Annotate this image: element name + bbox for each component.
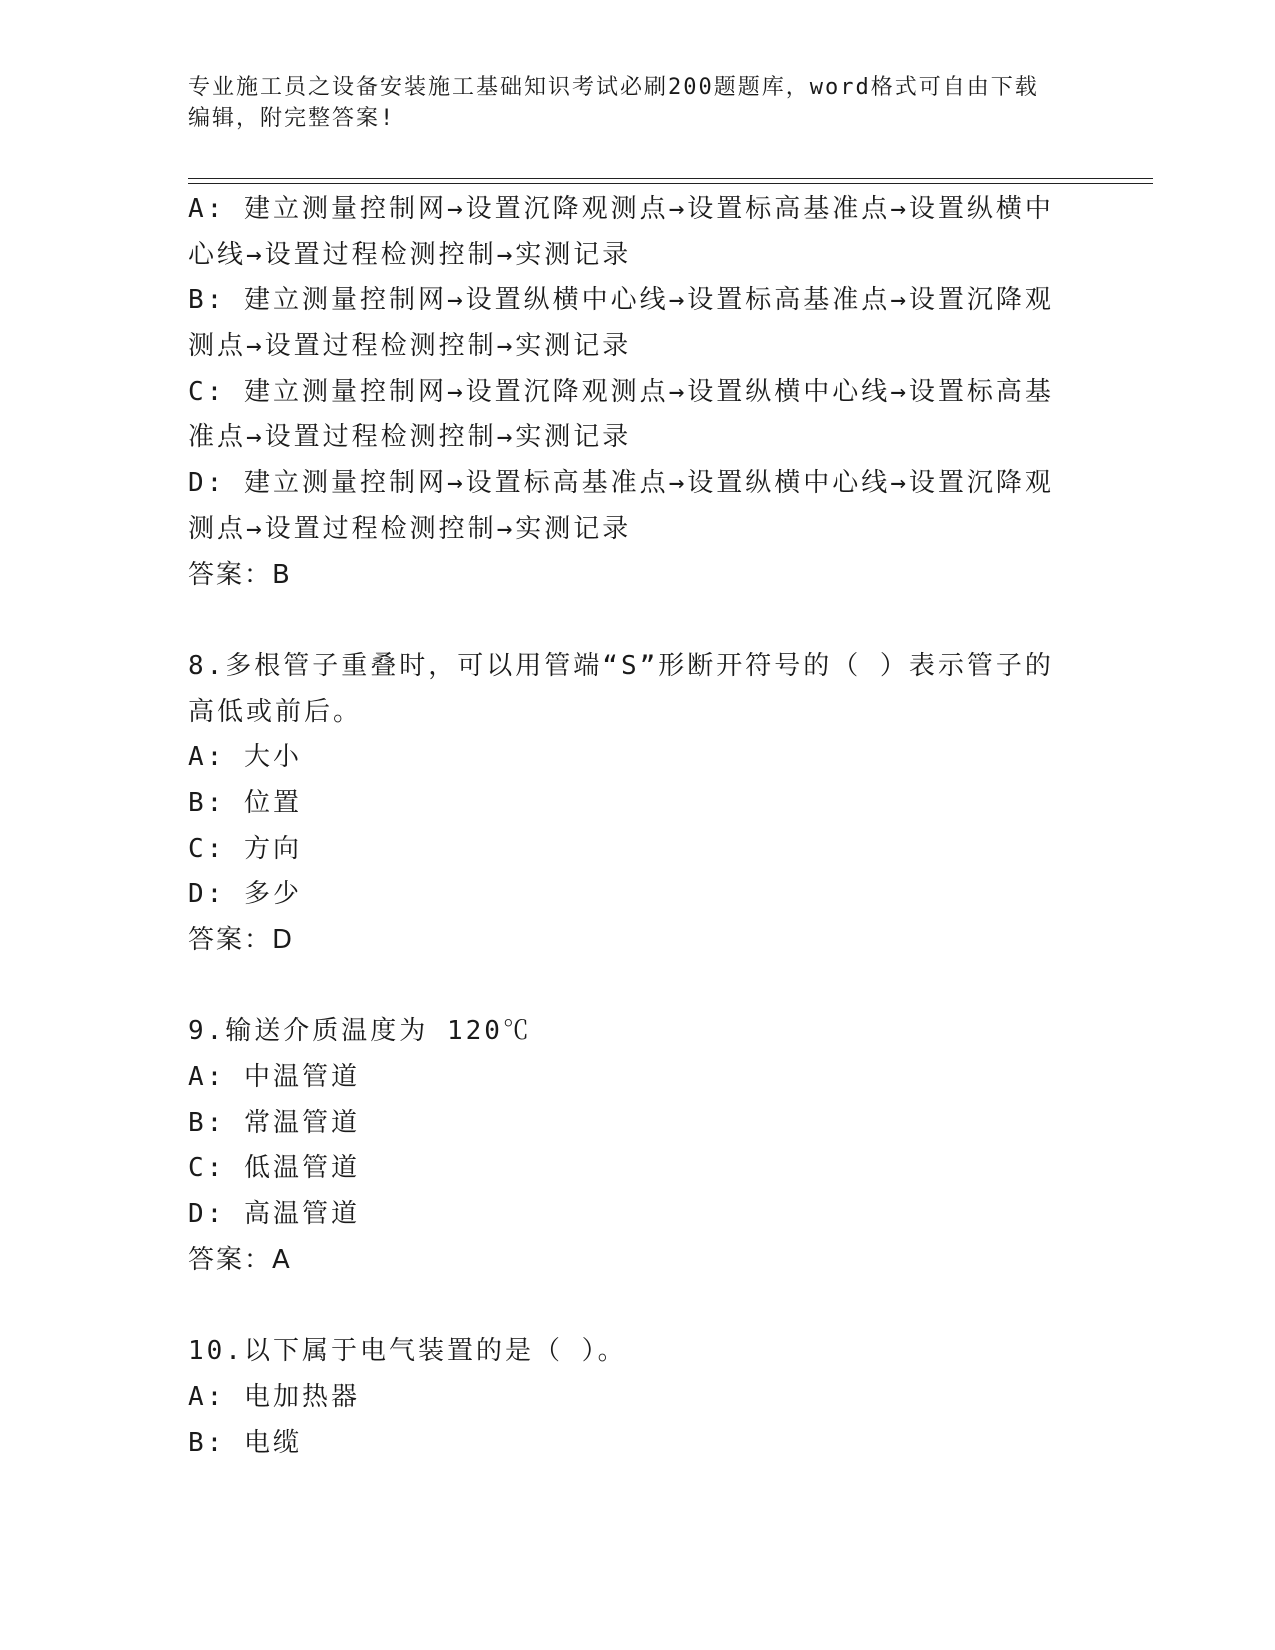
q9-option-a: A: 中温管道 xyxy=(188,1062,360,1093)
q7-option-c-line1: C: 建立测量控制网→设置沉降观测点→设置纵横中心线→设置标高基 xyxy=(188,376,1054,407)
q10-stem: 10.以下属于电气装置的是（ ）。 xyxy=(188,1336,627,1367)
question-9 xyxy=(188,1009,1088,1283)
q8-option-a: A: 大小 xyxy=(188,742,302,773)
question-10 xyxy=(188,1329,1088,1466)
q8-answer: 答案：D xyxy=(188,925,295,955)
q7-option-d-line1: D: 建立测量控制网→设置标高基准点→设置纵横中心线→设置沉降观 xyxy=(188,468,1054,499)
q9-answer: 答案：A xyxy=(188,1244,292,1275)
header-title-line2: 编辑，附完整答案! xyxy=(188,106,396,131)
q10-option-b: B: 电缆 xyxy=(188,1427,302,1458)
q7-option-d-line2: 测点→设置过程检测控制→实测记录 xyxy=(188,513,632,544)
q10-option-a: A: 电加热器 xyxy=(188,1381,360,1412)
q7-option-b-line2: 测点→设置过程检测控制→实测记录 xyxy=(188,331,632,362)
q9-option-d: D: 高温管道 xyxy=(188,1199,360,1230)
q9-option-c: C: 低温管道 xyxy=(188,1153,360,1184)
question-8 xyxy=(188,644,1088,964)
spacer xyxy=(188,964,1088,1010)
header-divider-top xyxy=(188,178,1153,179)
document-header xyxy=(188,72,1088,134)
q7-option-c-line2: 准点→设置过程检测控制→实测记录 xyxy=(188,422,632,453)
q8-option-b: B: 位置 xyxy=(188,787,302,818)
question-7 xyxy=(188,187,1088,598)
q7-answer: 答案：B xyxy=(188,559,292,590)
q7-option-a-line2: 心线→设置过程检测控制→实测记录 xyxy=(188,239,632,270)
q9-option-b: B: 常温管道 xyxy=(188,1107,360,1138)
q8-option-d: D: 多少 xyxy=(188,879,302,910)
header-title-line1: 专业施工员之设备安装施工基础知识考试必刷200题题库，word格式可自由下载 xyxy=(188,75,1039,100)
q7-option-a-line1: A: 建立测量控制网→设置沉降观测点→设置标高基准点→设置纵横中 xyxy=(188,194,1054,224)
spacer xyxy=(188,598,1088,644)
question-list xyxy=(188,187,1088,1466)
q8-option-c: C: 方向 xyxy=(188,833,302,864)
q7-option-b-line1: B: 建立测量控制网→设置纵横中心线→设置标高基准点→设置沉降观 xyxy=(188,285,1054,316)
q8-stem-line2: 高低或前后。 xyxy=(188,696,363,727)
q8-stem-line1: 8.多根管子重叠时，可以用管端“S”形断开符号的（ ）表示管子的 xyxy=(188,650,1054,681)
header-divider-bottom xyxy=(188,183,1153,184)
q9-stem: 9.输送介质温度为 120℃ xyxy=(188,1016,532,1047)
spacer xyxy=(188,1284,1088,1330)
